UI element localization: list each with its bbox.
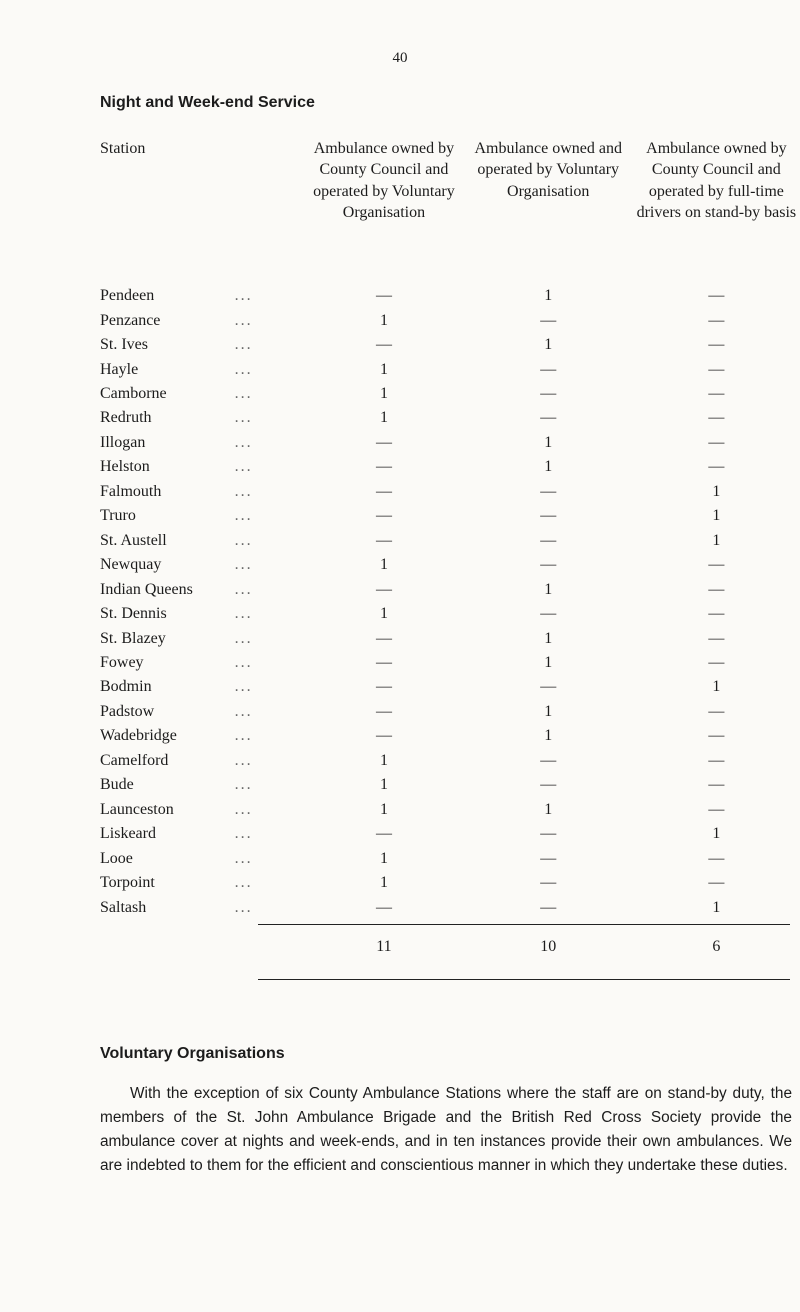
value-col1: — (375, 531, 392, 549)
table-row (100, 480, 800, 504)
voluntary-organisations-paragraph: With the exception of six County Ambulance Stations where the staff are on stand-by duty, the members of the St. John Ambulance Brigade and the British Red Cross Society provide the ambulance cover at nights and week-ends, and in ten instances provide their own ambulances. We are indebted to them for the efficient and conscientious manner in which they undertake these duties. (100, 1085, 792, 1174)
table-row (100, 431, 800, 455)
table-row (100, 773, 800, 797)
value-col3: — (708, 800, 725, 818)
leader-dots: ... (234, 531, 253, 549)
table-row (100, 749, 800, 773)
value-col3: — (708, 776, 725, 794)
value-col2: 1 (544, 727, 553, 745)
value-col1: — (375, 678, 392, 696)
value-col3: — (708, 605, 725, 623)
station-name: Truro (100, 507, 136, 525)
value-col2: — (540, 409, 557, 427)
value-col1: 1 (379, 605, 388, 623)
station-name: Redruth (100, 409, 152, 427)
leader-dots: ... (234, 482, 253, 500)
table-row (100, 822, 800, 846)
value-col2: — (540, 776, 557, 794)
value-col2: 1 (544, 287, 553, 305)
voluntary-organisations-heading: Voluntary Organisations (100, 1045, 285, 1062)
leader-dots: ... (234, 287, 253, 305)
value-col1: — (375, 580, 392, 598)
value-col2: 1 (544, 433, 553, 451)
value-col2: — (540, 507, 557, 525)
totals-row (100, 920, 800, 974)
station-name: Falmouth (100, 482, 162, 500)
header-county-owned-fulltime: Ambulance owned by County Council and operated by full-time drivers on stand-by basis (636, 140, 797, 221)
table-row (100, 504, 800, 528)
leader-dots: ... (234, 898, 253, 916)
value-col1: — (375, 433, 392, 451)
value-col2: 1 (544, 336, 553, 354)
value-col1: 1 (379, 556, 388, 574)
value-col3: — (708, 874, 725, 892)
leader-dots: ... (234, 825, 253, 843)
leader-dots: ... (234, 556, 253, 574)
station-name: Bude (100, 776, 134, 794)
value-col3: — (708, 458, 725, 476)
value-col3: — (708, 580, 725, 598)
table-row (100, 724, 800, 748)
value-col1: 1 (379, 776, 388, 794)
leader-dots: ... (234, 702, 253, 720)
value-col3: — (708, 751, 725, 769)
value-col2: 1 (544, 654, 553, 672)
station-name: St. Blazey (100, 629, 166, 647)
value-col1: — (375, 507, 392, 525)
value-col1: 1 (379, 849, 388, 867)
leader-dots: ... (234, 727, 253, 745)
totals-rule-bottom (258, 979, 790, 980)
page-title: Night and Week-end Service (100, 94, 315, 111)
station-name: Looe (100, 849, 133, 867)
table-row (100, 308, 800, 332)
value-col3: — (708, 849, 725, 867)
value-col3: — (708, 654, 725, 672)
value-col1: 1 (379, 360, 388, 378)
value-col2: — (540, 531, 557, 549)
value-col2: — (540, 825, 557, 843)
value-col3: — (708, 385, 725, 403)
value-col3: — (708, 433, 725, 451)
value-col1: — (375, 898, 392, 916)
station-name: Hayle (100, 360, 139, 378)
station-name: Bodmin (100, 678, 152, 696)
totals-rule-top (258, 924, 790, 925)
value-col3: 1 (712, 482, 721, 500)
value-col2: 1 (544, 800, 553, 818)
station-name: Penzance (100, 311, 161, 329)
value-col3: — (708, 727, 725, 745)
leader-dots: ... (234, 849, 253, 867)
station-name: Fowey (100, 654, 144, 672)
value-col2: — (540, 482, 557, 500)
station-name: St. Ives (100, 336, 148, 354)
value-col1: — (375, 336, 392, 354)
value-col3: — (708, 702, 725, 720)
value-col2: — (540, 678, 557, 696)
value-col2: 1 (544, 702, 553, 720)
table-row (100, 675, 800, 699)
header-county-owned-voluntary-operated: Ambulance owned by County Council and operated by Voluntary Organisation (313, 140, 455, 221)
value-col1: — (375, 727, 392, 745)
leader-dots: ... (234, 678, 253, 696)
value-col3: — (708, 629, 725, 647)
leader-dots: ... (234, 800, 253, 818)
value-col2: — (540, 556, 557, 574)
station-name: Liskeard (100, 825, 156, 843)
leader-dots: ... (234, 580, 253, 598)
table-row (100, 602, 800, 626)
table-row (100, 284, 800, 308)
value-col1: 1 (379, 800, 388, 818)
station-name: Helston (100, 458, 150, 476)
value-col1: — (375, 287, 392, 305)
value-col1: — (375, 458, 392, 476)
value-col2: 1 (544, 580, 553, 598)
leader-dots: ... (234, 336, 253, 354)
station-name: Indian Queens (100, 580, 193, 598)
table-row (100, 798, 800, 822)
value-col1: — (375, 654, 392, 672)
station-name: Newquay (100, 556, 162, 574)
value-col1: 1 (379, 874, 388, 892)
value-col2: — (540, 360, 557, 378)
leader-dots: ... (234, 311, 253, 329)
value-col1: — (375, 825, 392, 843)
total-col1: 11 (376, 937, 392, 955)
value-col2: 1 (544, 629, 553, 647)
value-col3: 1 (712, 825, 721, 843)
leader-dots: ... (234, 654, 253, 672)
value-col1: 1 (379, 385, 388, 403)
service-table (100, 138, 800, 974)
value-col2: — (540, 898, 557, 916)
table-row (100, 382, 800, 406)
leader-dots: ... (234, 605, 253, 623)
value-col2: — (540, 605, 557, 623)
value-col3: 1 (712, 898, 721, 916)
value-col3: — (708, 556, 725, 574)
value-col2: — (540, 874, 557, 892)
table-row (100, 895, 800, 919)
table-row (100, 626, 800, 650)
value-col2: — (540, 385, 557, 403)
table-row (100, 700, 800, 724)
station-name: Wadebridge (100, 727, 177, 745)
station-name: Camborne (100, 385, 167, 403)
table-row (100, 333, 800, 357)
value-col3: 1 (712, 507, 721, 525)
station-name: St. Austell (100, 531, 167, 549)
value-col3: — (708, 287, 725, 305)
value-col2: — (540, 849, 557, 867)
page-number: 40 (392, 50, 408, 66)
station-name: Padstow (100, 702, 155, 720)
value-col1: 1 (379, 311, 388, 329)
station-name: Camelford (100, 751, 169, 769)
table-row (100, 846, 800, 870)
station-name: Torpoint (100, 874, 155, 892)
leader-dots: ... (234, 629, 253, 647)
station-name: Illogan (100, 433, 146, 451)
station-name: Launceston (100, 800, 174, 818)
leader-dots: ... (234, 458, 253, 476)
total-col2: 10 (540, 937, 557, 955)
value-col2: 1 (544, 458, 553, 476)
value-col3: 1 (712, 531, 721, 549)
value-col1: 1 (379, 409, 388, 427)
leader-dots: ... (234, 751, 253, 769)
table-row (100, 871, 800, 895)
table-row (100, 577, 800, 601)
leader-dots: ... (234, 433, 253, 451)
leader-dots: ... (234, 874, 253, 892)
station-name: Pendeen (100, 287, 155, 305)
table-row (100, 651, 800, 675)
value-col1: — (375, 482, 392, 500)
value-col1: 1 (379, 751, 388, 769)
table-row (100, 455, 800, 479)
table-row (100, 553, 800, 577)
table-row (100, 357, 800, 381)
value-col3: — (708, 311, 725, 329)
value-col2: — (540, 751, 557, 769)
station-name: St. Dennis (100, 605, 167, 623)
station-name: Saltash (100, 898, 147, 916)
table-row (100, 406, 800, 430)
leader-dots: ... (234, 409, 253, 427)
value-col3: — (708, 336, 725, 354)
value-col1: — (375, 702, 392, 720)
header-station: Station (100, 140, 146, 157)
value-col2: — (540, 311, 557, 329)
leader-dots: ... (234, 507, 253, 525)
value-col3: 1 (712, 678, 721, 696)
header-voluntary-owned-operated: Ambulance owned and operated by Voluntary Organisation (474, 140, 622, 200)
leader-dots: ... (234, 360, 253, 378)
leader-dots: ... (234, 776, 253, 794)
value-col3: — (708, 360, 725, 378)
table-header-row (100, 138, 800, 284)
table-row (100, 529, 800, 553)
value-col3: — (708, 409, 725, 427)
value-col1: — (375, 629, 392, 647)
total-col3: 6 (712, 937, 721, 955)
leader-dots: ... (234, 385, 253, 403)
